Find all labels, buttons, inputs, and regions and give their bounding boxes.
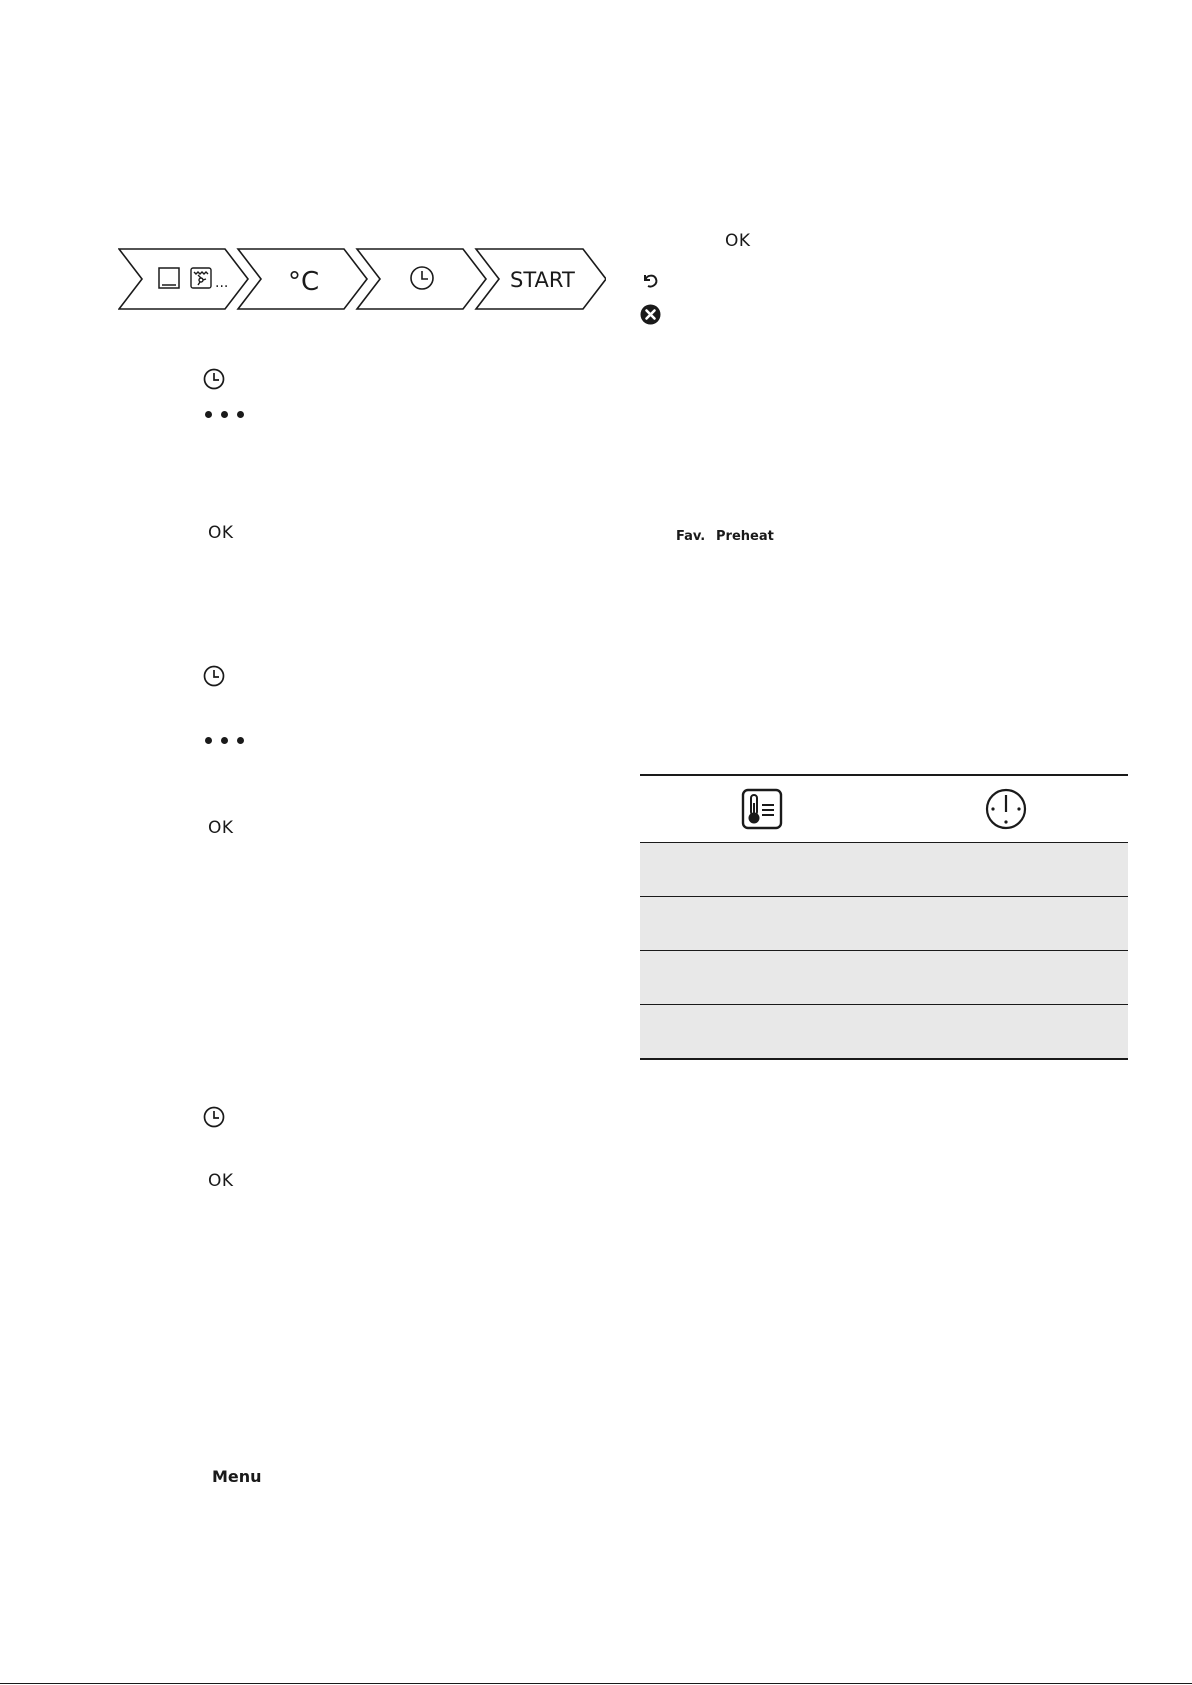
table-cell [884,951,1128,1004]
table-cell [884,897,1128,950]
step-temperature-label: °C [288,267,320,297]
table-cell [640,897,884,950]
table-header [640,776,1128,843]
ok-label-step1: OK [208,523,234,543]
table-header-cell [884,788,1128,830]
preheat-label: Preheat [716,529,774,544]
three-dots-icon [205,737,244,744]
table-cell [640,951,884,1004]
undo-arrow-icon [641,270,661,290]
table-row [640,897,1128,951]
table-row [640,951,1128,1005]
close-circle-icon [640,304,661,325]
program-step-bar [118,247,606,311]
step-chevron-1 [119,249,248,309]
timer-dial-icon [985,788,1027,830]
table-row [640,1005,1128,1058]
three-dots-icon [205,411,244,418]
thermometer-list-icon [741,788,783,830]
step1-ellipsis: ... [215,275,229,291]
table-header-cell [640,788,884,830]
table-cell [640,843,884,896]
table-cell [884,843,1128,896]
fav-label: Fav. [676,529,706,544]
step-chevrons [118,247,606,311]
table-cell [884,1005,1128,1058]
table-row [640,843,1128,897]
footer-rule [0,1683,1192,1684]
ok-label-top: OK [725,231,751,251]
ok-label-step2: OK [208,818,234,838]
clock-icon [203,368,225,390]
clock-icon [203,665,225,687]
table-cell [640,1005,884,1058]
ok-label-step3: OK [208,1171,234,1191]
menu-label: Menu [212,1467,262,1486]
step-start-label: START [510,268,575,292]
settings-table [640,774,1128,1060]
clock-icon [203,1106,225,1128]
